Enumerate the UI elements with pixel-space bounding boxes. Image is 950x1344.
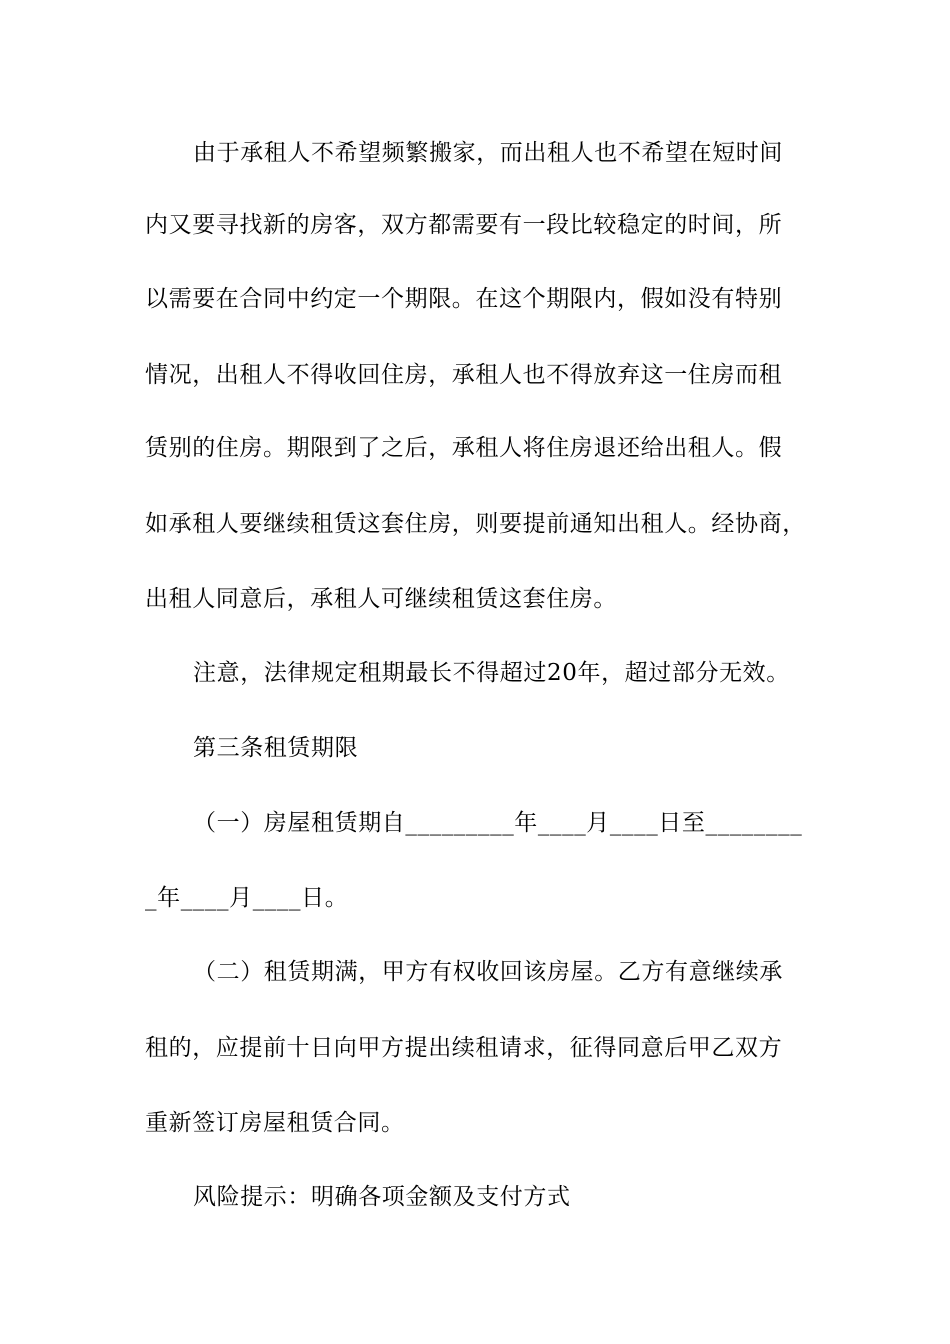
paragraph-line: 赁别的住房。期限到了之后，承租人将住房退还给出租人。假	[145, 435, 783, 461]
paragraph-line: 出租人同意后，承租人可继续租赁这套住房。	[145, 586, 617, 612]
paragraph-line: 情况，出租人不得收回住房，承租人也不得放弃这一住房而租	[145, 362, 783, 388]
paragraph-line: 如承租人要继续租赁这套住房，则要提前通知出租人。经协商，	[145, 511, 806, 537]
clause-line: 租的，应提前十日向甲方提出续租请求，征得同意后甲乙双方	[145, 1035, 783, 1061]
clause-line: （一）房屋租赁期自_________年____月____日至________	[193, 810, 803, 836]
article-heading: 第三条租赁期限	[193, 735, 359, 761]
risk-tip: 风险提示：明确各项金额及支付方式	[193, 1184, 571, 1210]
clause-line: 重新签订房屋租赁合同。	[145, 1110, 405, 1136]
paragraph-line: 由于承租人不希望频繁搬家，而出租人也不希望在短时间	[193, 140, 783, 166]
paragraph-line: 以需要在合同中约定一个期限。在这个期限内，假如没有特别	[145, 286, 783, 312]
clause-line: （二）租赁期满，甲方有权收回该房屋。乙方有意继续承	[193, 959, 783, 985]
clause-line: _年____月____日。	[145, 885, 349, 911]
legal-note: 注意，法律规定租期最长不得超过20年，超过部分无效。	[193, 660, 790, 686]
paragraph-line: 内又要寻找新的房客，双方都需要有一段比较稳定的时间，所	[145, 212, 783, 238]
